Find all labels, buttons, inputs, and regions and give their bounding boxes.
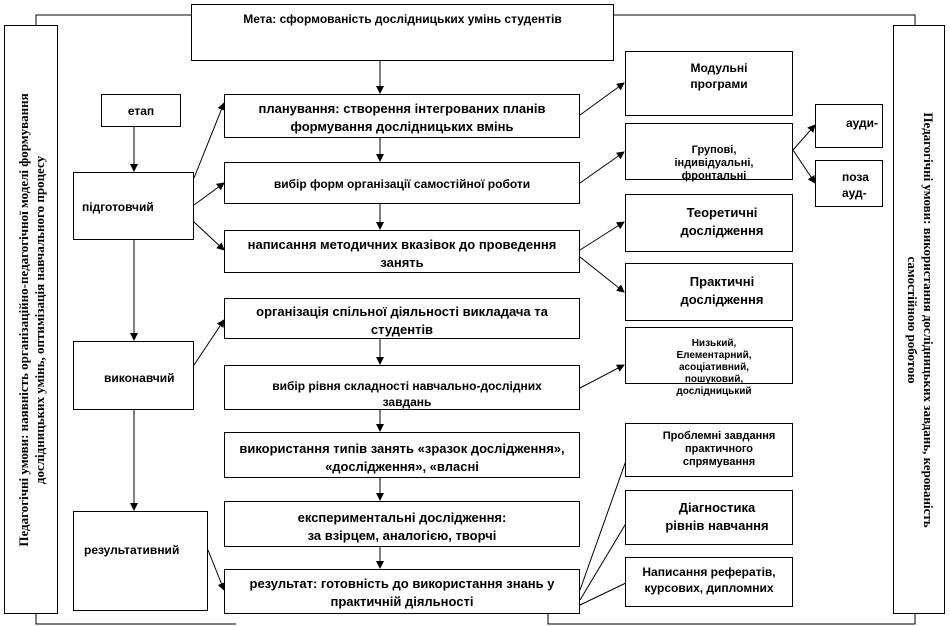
right-condition-line1: Педагогічні умови: використання дослідницьких завдань, керованість xyxy=(921,112,936,528)
action-cooperation-text: організація спільної діяльності викладача та студентів xyxy=(256,304,548,337)
action-lesson-types-box xyxy=(224,432,580,478)
output-aud-text: ауди- xyxy=(845,116,878,130)
action-forms-text: вибір форм організації самостійної роботи xyxy=(273,177,531,191)
output-levels-box xyxy=(625,327,793,397)
output-problems-text: Проблемні завдання практичного спрямування xyxy=(662,430,776,468)
goal-text: Мета: сформованість дослідницьких умінь студентів xyxy=(243,12,562,26)
left-condition-line2: дослідницьких умінь, оптимізація навчального процесу xyxy=(32,155,47,485)
left-condition-line1: Педагогічні умови: наявність організаційно-педагогічної моделі формування xyxy=(16,93,31,547)
stage-prep-box xyxy=(73,172,194,240)
output-practice-box xyxy=(625,263,793,321)
output-modules-box xyxy=(625,51,793,116)
action-forms-box xyxy=(224,162,580,204)
output-diagnostics-text: Діагностика рівнів навчання xyxy=(665,500,769,533)
action-cooperation-box xyxy=(224,298,580,339)
output-theory-box xyxy=(625,194,793,252)
output-writing-box xyxy=(625,557,793,607)
action-experiments-text: експериментальні дослідження: за взірцем, аналогією, творчі xyxy=(297,510,507,543)
right-condition-box xyxy=(893,25,945,614)
goal-box xyxy=(191,4,614,61)
output-levels-text: Низький, Елементарний, асоціативний, пошуковий, дослідницький xyxy=(676,338,752,397)
action-planning-box xyxy=(224,94,580,138)
output-writing-text: Написання рефератів, курсових, дипломних xyxy=(642,565,776,595)
stage-result-box xyxy=(73,511,208,611)
action-experiments-box xyxy=(224,501,580,547)
output-outaud-box xyxy=(815,160,883,207)
output-forms-box xyxy=(625,123,793,180)
action-lesson-types-text: використання типів занять «зразок дослідження», «дослідження», «власні xyxy=(239,441,565,474)
stage-exec-box xyxy=(73,341,194,410)
action-result-text: результат: готовність до використання знань у практичній діяльності xyxy=(249,576,555,609)
output-diagnostics-box xyxy=(625,490,793,545)
stage-result-text: результативний xyxy=(84,543,180,557)
output-aud-box xyxy=(815,104,883,148)
stage-header-text: етап xyxy=(127,104,155,118)
output-theory-text: Теоретичні дослідження xyxy=(680,205,764,238)
output-practice-text: Практичні дослідження xyxy=(680,274,764,307)
output-forms-text: Групові, індивідуальні, фронтальні xyxy=(674,144,754,182)
stage-prep-text: підготовчий xyxy=(82,200,154,214)
action-complexity-text: вибір рівня складності навчально-дослідних завдань xyxy=(272,379,542,409)
output-outaud-text: поза ауд- xyxy=(842,170,869,200)
left-condition-box xyxy=(4,25,58,614)
action-complexity-box xyxy=(224,365,580,410)
action-result-box xyxy=(224,569,580,614)
right-condition-line2: самостійною роботою xyxy=(905,256,920,384)
stage-exec-text: виконавчий xyxy=(104,371,175,385)
action-planning-text: планування: створення інтегрованих планів формування дослідницьких вмінь xyxy=(258,101,546,134)
output-problems-box xyxy=(625,423,793,477)
action-guidelines-box xyxy=(224,230,580,273)
action-guidelines-text: написання методичних вказівок до проведення занять xyxy=(247,237,557,270)
output-modules-text: Модульні програми xyxy=(690,61,748,91)
stage-header-box xyxy=(101,94,181,127)
